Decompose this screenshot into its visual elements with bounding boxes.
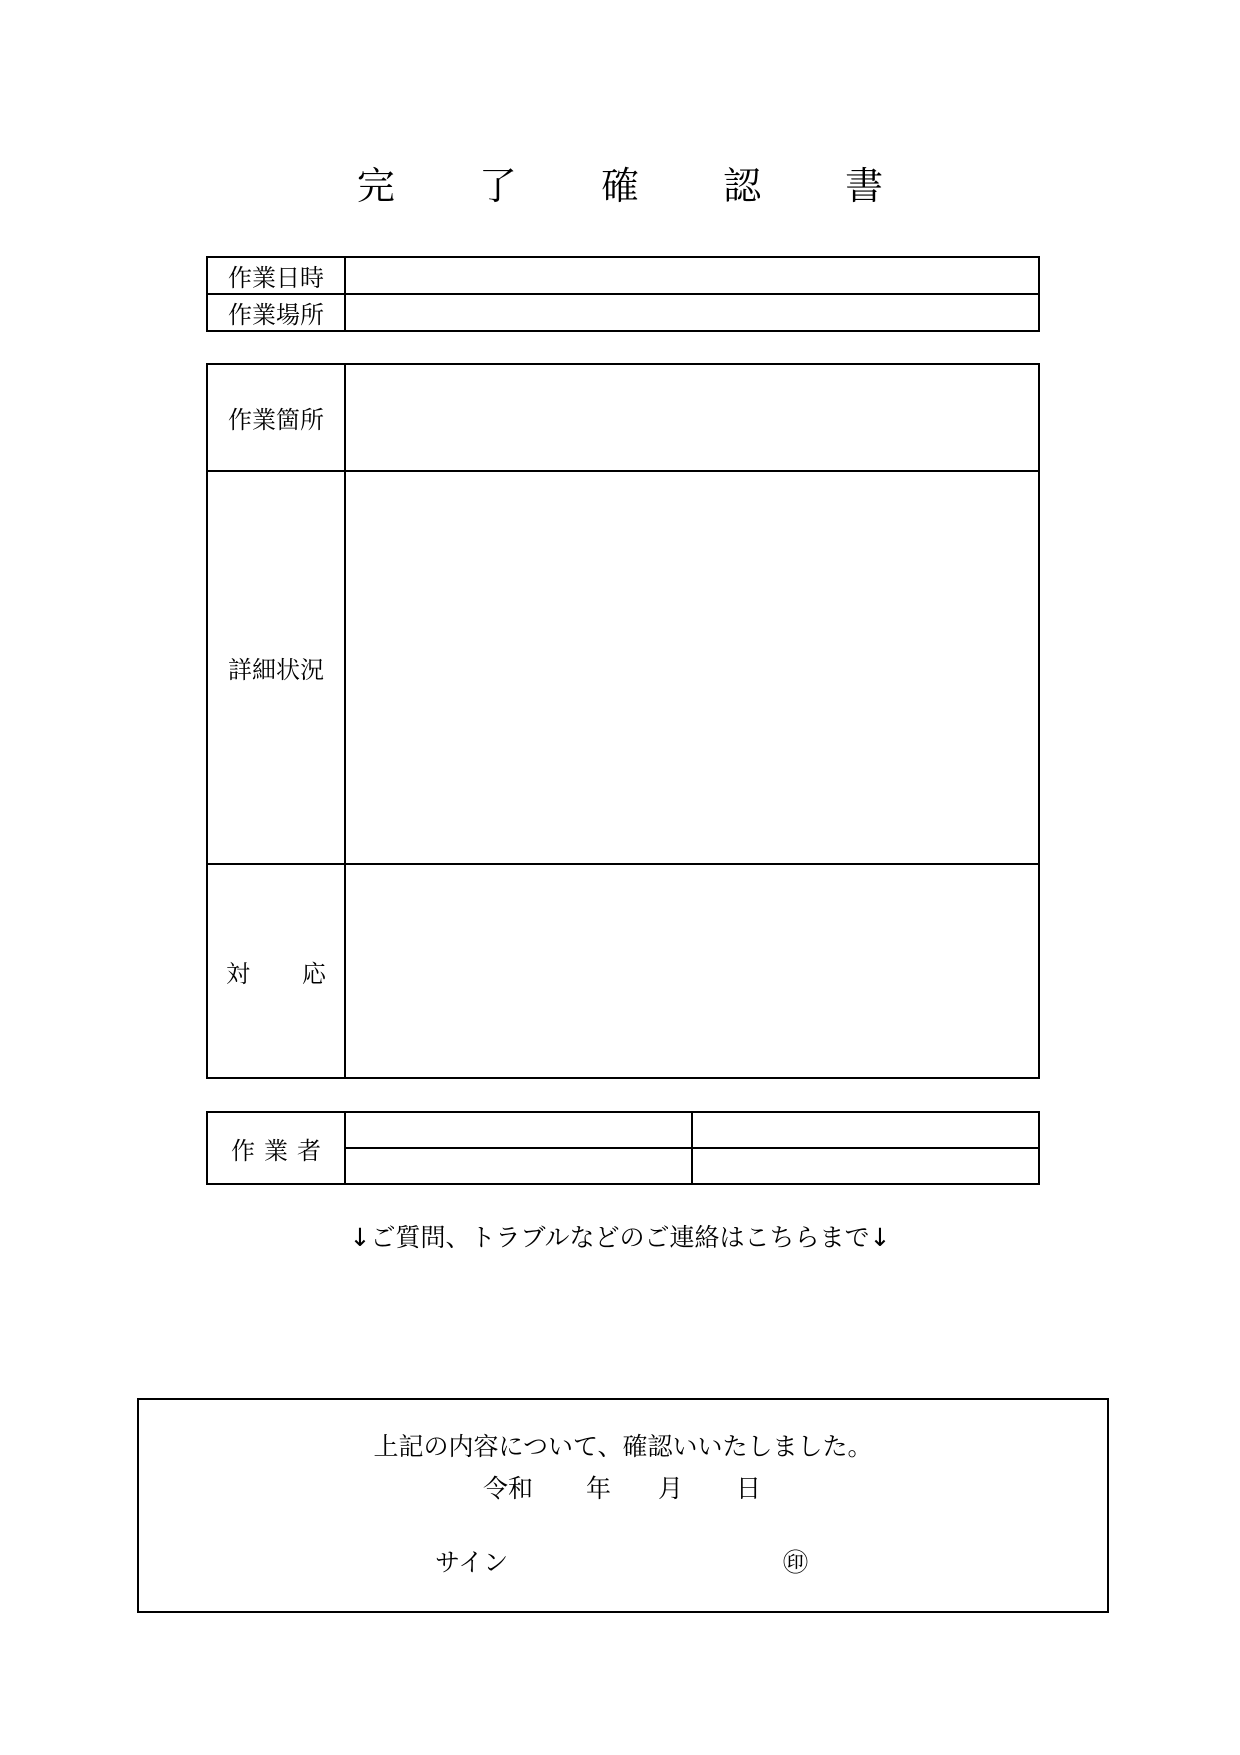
contact-note: ↓ご質問、トラブルなどのご連絡はこちらまで↓	[349, 1223, 891, 1252]
info-row-place	[207, 294, 1039, 331]
work-location-field[interactable]	[345, 364, 1039, 471]
response-field[interactable]	[345, 864, 1039, 1078]
worker-table	[206, 1111, 1040, 1185]
era-label: 令和	[483, 1474, 534, 1503]
worker-label-char-1: 作	[231, 1136, 256, 1165]
work-location-label: 作業箇所	[207, 364, 345, 471]
month-unit: 月	[658, 1474, 684, 1503]
work-place-field[interactable]	[345, 294, 1039, 331]
worker-field-4[interactable]	[692, 1148, 1039, 1184]
work-row-response	[207, 864, 1039, 1078]
work-row-status	[207, 471, 1039, 864]
worker-label	[207, 1112, 345, 1184]
work-details-table	[206, 363, 1040, 1079]
detail-status-field[interactable]	[345, 471, 1039, 864]
response-label-char-1: 対	[226, 959, 273, 988]
worker-field-2[interactable]	[692, 1112, 1039, 1148]
worker-label-char-2: 業	[264, 1136, 289, 1165]
date-line	[139, 1472, 1107, 1506]
year-unit: 年	[586, 1474, 612, 1503]
sign-label: サイン	[435, 1548, 509, 1577]
worker-field-1[interactable]	[345, 1112, 692, 1148]
worker-row-1	[207, 1112, 1039, 1148]
work-datetime-field[interactable]	[345, 257, 1039, 294]
day-unit: 日	[736, 1474, 762, 1503]
seal-icon: ㊞	[783, 1548, 809, 1577]
detail-status-label: 詳細状況	[207, 471, 345, 864]
response-label	[207, 864, 345, 1078]
document-title: 完 了 確 認 書	[356, 164, 920, 208]
work-datetime-label: 作業日時	[207, 257, 345, 294]
info-row-datetime	[207, 257, 1039, 294]
info-table	[206, 256, 1040, 332]
work-row-location	[207, 364, 1039, 471]
sign-line	[139, 1546, 1107, 1580]
work-place-label: 作業場所	[207, 294, 345, 331]
confirmation-box	[137, 1398, 1109, 1613]
confirmation-statement: 上記の内容について、確認いいたしました。	[373, 1432, 873, 1461]
worker-field-3[interactable]	[345, 1148, 692, 1184]
response-label-char-2: 応	[302, 959, 326, 988]
worker-label-char-3: 者	[297, 1136, 321, 1165]
